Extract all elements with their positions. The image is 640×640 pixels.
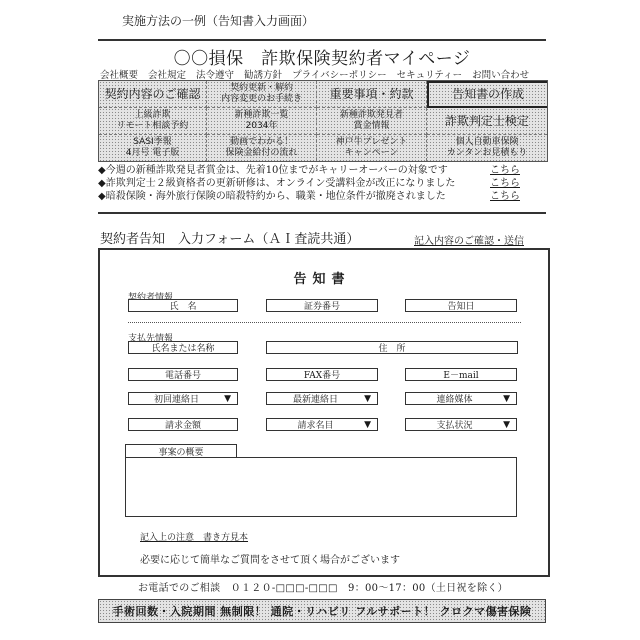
divider — [98, 212, 546, 214]
select-label: 連絡媒体 — [406, 392, 503, 405]
select-label: 支払状況 — [406, 418, 503, 431]
menu-item-label: 4月号 電子版 — [126, 148, 180, 159]
menu-item-label: 告知書の作成 — [452, 89, 524, 100]
menu-item[interactable] — [207, 81, 317, 108]
section-label-contractor: 契約者情報 — [128, 290, 173, 303]
fax-field[interactable]: FAX番号 — [266, 368, 378, 381]
payment-status-select[interactable] — [405, 418, 517, 431]
main-menu — [98, 80, 548, 162]
notes-sample-link[interactable]: 記入上の注意 書き方見本 — [140, 530, 248, 543]
document-title: 告知書 — [98, 268, 546, 287]
menu-item-label: 個人自動車保険 — [455, 137, 518, 148]
summary-textarea[interactable] — [125, 457, 517, 517]
menu-item-label: SASI季報 — [133, 137, 171, 148]
top-nav — [100, 67, 546, 81]
section-label-payee: 支払先情報 — [128, 331, 173, 344]
dropdown-arrow-icon: ▼ — [224, 394, 231, 404]
menu-item[interactable] — [317, 81, 427, 108]
menu-item-label: 契約更新・解約 — [230, 83, 293, 94]
menu-item-label: 2034年 — [246, 121, 278, 132]
claim-item-select[interactable] — [266, 418, 378, 431]
news-text: ◆今週の新種詐欺発見者賞金は、先着10位までがキャリーオーバーの対象です — [98, 164, 448, 177]
menu-item[interactable] — [99, 135, 207, 161]
first-contact-date-select[interactable] — [128, 392, 238, 405]
nav-privacy-policy[interactable]: プライバシーポリシー — [292, 67, 387, 81]
menu-item-label: 神戸牛プレゼント — [336, 137, 408, 148]
name-field[interactable]: 氏 名 — [128, 299, 238, 312]
menu-item[interactable] — [207, 108, 317, 135]
news-link[interactable]: こちら — [490, 190, 520, 203]
last-contact-date-select[interactable] — [266, 392, 378, 405]
menu-item-label: リモート相談予約 — [117, 121, 189, 132]
dropdown-arrow-icon: ▼ — [364, 394, 371, 404]
contact-medium-select[interactable] — [405, 392, 517, 405]
site-title: 〇〇損保 詐欺保険契約者マイページ — [98, 44, 546, 69]
divider — [98, 39, 546, 41]
summary-label: 事案の概要 — [125, 444, 237, 458]
phone-contact: お電話でのご相談 ０１２０-□□□-□□□ 9：00～17：00（土日祝を除く） — [138, 579, 508, 594]
notice-text: 必要に応じて簡単なご質問をさせて頂く場合がございます — [140, 551, 400, 566]
form-heading: 契約者告知 入力フォーム（ＡＩ査読共通） — [100, 228, 359, 247]
news-item — [98, 164, 546, 177]
menu-item[interactable] — [317, 108, 427, 135]
menu-item[interactable] — [427, 81, 547, 108]
notice-date-field[interactable]: 告知日 — [405, 299, 517, 312]
menu-item[interactable] — [99, 108, 207, 135]
payee-name-field[interactable]: 氏名または名称 — [128, 341, 238, 354]
menu-item[interactable] — [427, 135, 547, 161]
confirm-submit-link[interactable]: 記入内容のご確認・送信 — [414, 232, 524, 247]
news-text: ◆詐欺判定士２級資格者の更新研修は、オンライン受講料金が改正になりました — [98, 177, 455, 190]
nav-solicitation-policy[interactable]: 勧誘方針 — [244, 67, 282, 81]
news-list — [98, 164, 546, 203]
menu-item-label: キャンペーン — [345, 148, 399, 159]
phone-field[interactable]: 電話番号 — [128, 368, 238, 381]
select-label: 請求名目 — [267, 418, 364, 431]
section-separator — [128, 322, 521, 323]
nav-compliance[interactable]: 法令遵守 — [196, 67, 234, 81]
menu-item-label: 新種詐欺一覧 — [234, 110, 288, 121]
dropdown-arrow-icon: ▼ — [503, 394, 510, 404]
menu-item-label: 詐欺判定士検定 — [445, 116, 529, 127]
select-label: 最新連絡日 — [267, 392, 364, 405]
page-caption: 実施方法の一例（告知書入力画面） — [122, 12, 314, 29]
menu-item-label: 新種詐欺発見者 — [340, 110, 403, 121]
email-field[interactable]: E－mail — [405, 368, 517, 381]
news-text: ◆暗殺保険・海外旅行保険の暗殺特約から、職業・地位条件が撤廃されました — [98, 190, 446, 203]
menu-item-label: 上級詐欺 — [134, 110, 170, 121]
dropdown-arrow-icon: ▼ — [364, 420, 371, 430]
nav-contact[interactable]: お問い合わせ — [472, 67, 529, 81]
menu-item-label: カンタンお見積もり — [447, 148, 528, 159]
menu-item-label: 契約内容のご確認 — [104, 89, 200, 100]
address-field[interactable]: 住 所 — [266, 341, 518, 354]
menu-item[interactable] — [427, 108, 547, 135]
news-item — [98, 177, 546, 190]
news-link[interactable]: こちら — [490, 164, 520, 177]
menu-item-label: 動画でわかる！ — [230, 137, 293, 148]
policy-number-field[interactable]: 証券番号 — [266, 299, 378, 312]
nav-company-overview[interactable]: 会社概要 — [100, 67, 138, 81]
menu-item[interactable] — [317, 135, 427, 161]
menu-item-label: 保険金給付の流れ — [225, 148, 297, 159]
nav-company-rules[interactable]: 会社規定 — [148, 67, 186, 81]
menu-item[interactable] — [207, 135, 317, 161]
select-label: 初回連絡日 — [129, 392, 224, 405]
dropdown-arrow-icon: ▼ — [503, 420, 510, 430]
news-item — [98, 190, 546, 203]
ad-banner[interactable]: 手術回数・入院期間 無制限！ 通院・リハビリ フルサポート！ クロクマ傷害保険 — [98, 599, 546, 623]
menu-item-label: 賞金情報 — [353, 121, 389, 132]
menu-item-label: 重要事項・約款 — [329, 89, 413, 100]
nav-security[interactable]: セキュリティー — [397, 67, 463, 81]
menu-item-label: 内容変更のお手続き — [221, 94, 302, 105]
menu-item[interactable] — [99, 81, 207, 108]
news-link[interactable]: こちら — [490, 177, 520, 190]
claim-amount-field[interactable]: 請求金額 — [128, 418, 238, 431]
